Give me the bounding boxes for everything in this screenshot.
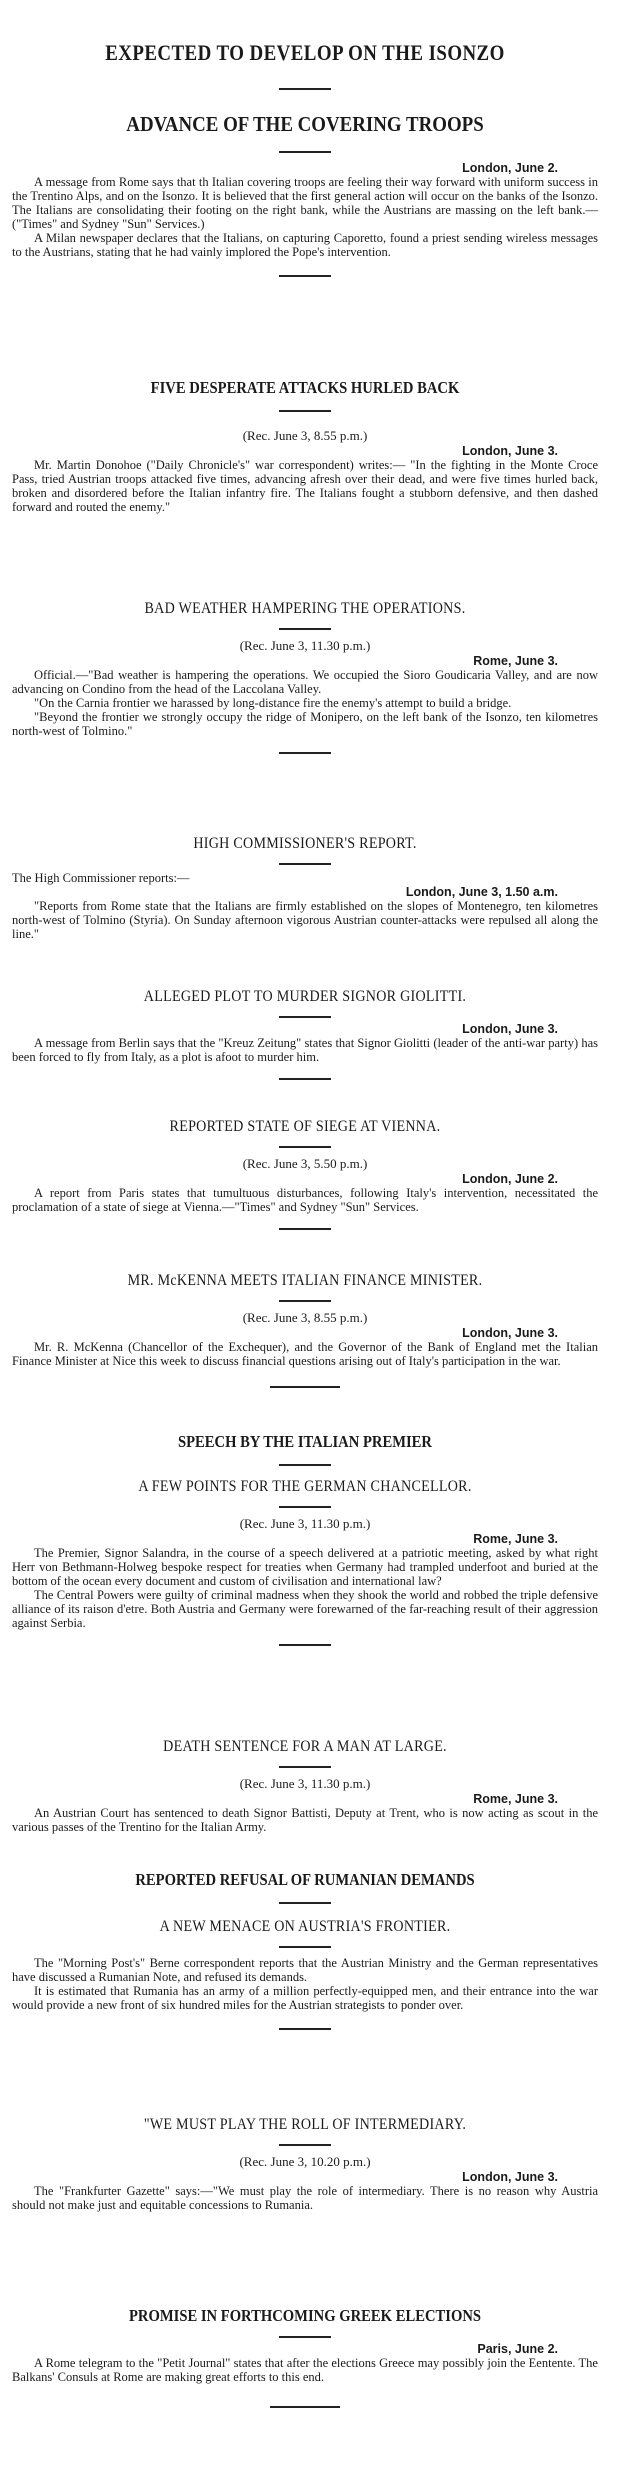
mckenna-heading: MR. McKENNA MEETS ITALIAN FINANCE MINISTER.: [127, 1272, 483, 1289]
menace-paragraph-1: The "Morning Post's" Berne correspondent reports that the Austrian Ministry and the German representatives have discussed a Rumanian Note, and refused its demands.: [12, 1956, 598, 1984]
chancellor-article: [12, 1478, 598, 1652]
mckenna-paragraph-1: Mr. R. McKenna (Chancellor of the Exchequer), and the Governor of the Bank of England met the Italian Finance Minister at Nice this week to discuss financial questions arising out of Italy's participation in the war.: [12, 1340, 598, 1368]
siege-paragraph-1: A report from Paris states that tumultuous disturbances, following Italy's intervention, necessitated the proclamation of a state of siege at Vienna.—"Times" and Sydney "Sun" Services.: [12, 1186, 598, 1214]
advance-dateline: London, June 2.: [462, 161, 558, 175]
five-dateline: London, June 3.: [462, 444, 558, 458]
intermediary-received: (Rec. June 3, 10.20 p.m.): [239, 2154, 371, 2169]
siege-received: (Rec. June 3, 5.50 p.m.): [242, 1156, 368, 1171]
divider: [279, 410, 331, 412]
premier-heading: SPEECH BY THE ITALIAN PREMIER: [177, 1432, 432, 1451]
divider: [279, 1078, 331, 1080]
menace-article: [12, 1918, 598, 2036]
five-received: (Rec. June 3, 8.55 p.m.): [242, 428, 368, 443]
siege-dateline: London, June 2.: [462, 1172, 558, 1186]
siege-article: [12, 1118, 598, 1236]
divider: [279, 1464, 331, 1466]
five-attacks-article: [12, 378, 598, 514]
menace-paragraph-2: It is estimated that Rumania has an army of a million perfectly-equipped men, and their entrance into the war would provide a new front of six hundred miles for the Austrian strategists to ponder over.: [12, 1984, 598, 2012]
divider: [279, 752, 331, 754]
death-received: (Rec. June 3, 11.30 p.m.): [239, 1776, 371, 1791]
plot-paragraph-1: A message from Berlin says that the "Kreuz Zeitung" states that Signor Giolitti (leader of the anti-war party) has been forced to fly from Italy, as a plot is afoot to murder him.: [12, 1036, 598, 1064]
divider: [279, 1016, 331, 1018]
plot-heading: ALLEGED PLOT TO MURDER SIGNOR GIOLITTI.: [143, 988, 467, 1005]
weather-dateline: Rome, June 3.: [473, 654, 558, 668]
weather-paragraph-3: "Beyond the frontier we strongly occupy the ridge of Monipero, on the left bank of the Isonzo, ten kilometres north-west of Tolmino.": [12, 710, 598, 738]
divider: [279, 88, 331, 90]
advance-article: [12, 112, 598, 283]
commissioner-article: [12, 835, 598, 941]
greek-paragraph-1: A Rome telegram to the "Petit Journal" states that after the elections Greece may possibly join the Eentente. The Balkans' Consuls at Rome are making great efforts to this end.: [12, 2356, 598, 2384]
divider: [279, 2336, 331, 2338]
commissioner-paragraph-1: "Reports from Rome state that the Italians are firmly established on the slopes of Montenegro, ten kilometres north-west of Tolmino (Styria). On Sunday afternoon vigorous Austrian counter-attacks were repulsed all along the line.": [12, 899, 598, 941]
advance-paragraph-2: A Milan newspaper declares that the Italians, on capturing Caporetto, found a priest sending wireless messages to the Austrians, stating that he had vainly implored the Pope's intervention.: [12, 231, 598, 259]
rumanian-section: [12, 1870, 598, 1904]
divider: [279, 1300, 331, 1302]
divider: [279, 1644, 331, 1646]
main-title-section: [12, 40, 598, 96]
greek-article: [12, 2306, 598, 2414]
commissioner-heading: HIGH COMMISSIONER'S REPORT.: [193, 835, 417, 852]
divider: [279, 1946, 331, 1948]
divider: [270, 2406, 340, 2408]
divider: [279, 1228, 331, 1230]
weather-paragraph-2: "On the Carnia frontier we harassed by long-distance fire the enemy's attempt to build a bridge.: [34, 696, 512, 710]
advance-paragraph-1: A message from Rome says that th Italian covering troops are feeling their way forward with uniform success in the Trentino Alps, and on the Isonzo. It is believed that the first general action will occur on the banks of the Isonzo. The Italians are consolidating their footing on the right bank, while the Austrians are massing on the left bank.—("Times" and Sydney "Sun" Services.): [12, 175, 598, 231]
intermediary-paragraph-1: The "Frankfurter Gazette" says:—"We must play the role of intermediary. There is no reason why Austria should not make just and equitable concessions to Rumania.: [12, 2184, 598, 2212]
divider: [279, 1766, 331, 1768]
greek-dateline: Paris, June 2.: [477, 2342, 558, 2356]
plot-dateline: London, June 3.: [462, 1022, 558, 1036]
chancellor-paragraph-2: The Central Powers were guilty of criminal madness when they shook the world and robbed the triple defensive alliance of its raison d'etre. Both Austria and Germany were forewarned of the far-reaching result of their aggression against Serbia.: [12, 1588, 598, 1630]
divider: [279, 863, 331, 865]
weather-received: (Rec. June 3, 11.30 p.m.): [239, 638, 371, 653]
divider: [279, 628, 331, 630]
rumanian-heading: REPORTED REFUSAL OF RUMANIAN DEMANDS: [135, 1870, 475, 1889]
death-paragraph-1: An Austrian Court has sentenced to death Signor Battisti, Deputy at Trent, who is now acting as scout in the various passes of the Trentino for the Italian Army.: [12, 1806, 598, 1834]
advance-heading: ADVANCE OF THE COVERING TROOPS: [126, 112, 484, 136]
mckenna-received: (Rec. June 3, 8.55 p.m.): [242, 1310, 368, 1325]
divider: [270, 1386, 340, 1388]
chancellor-paragraph-1: The Premier, Signor Salandra, in the course of a speech delivered at a patriotic meeting, asked by what right Herr von Bethmann-Holweg bespoke respect for treaties when Germany had trampled underfoot and buried at the bottom of the ocean every document and custom of civilisation and international law?: [12, 1546, 598, 1588]
five-heading: FIVE DESPERATE ATTACKS HURLED BACK: [150, 378, 460, 397]
five-paragraph-1: Mr. Martin Donohoe ("Daily Chronicle's" war correspondent) writes:— "In the fighting in the Monte Croce Pass, tried Austrian troops attacked five times, advancing afresh over their dead, and were five times hurled back, broken and disordered before the Italian infantry fire. The Italians fought a stubborn defensive, and then dashed forward and routed the enemy.": [12, 458, 598, 514]
divider: [279, 1146, 331, 1148]
weather-paragraph-1: Official.—"Bad weather is hampering the operations. We occupied the Sioro Goudicaria Valley, and are now advancing on Condino from the head of the Laccolana Valley.: [12, 668, 598, 696]
commissioner-intro: The High Commissioner reports:—: [12, 871, 190, 885]
plot-article: [12, 988, 598, 1086]
main-title: EXPECTED TO DEVELOP ON THE ISONZO: [105, 40, 505, 65]
divider: [279, 1506, 331, 1508]
menace-heading: A NEW MENACE ON AUSTRIA'S FRONTIER.: [159, 1918, 451, 1935]
chancellor-heading: A FEW POINTS FOR THE GERMAN CHANCELLOR.: [138, 1478, 472, 1495]
chancellor-dateline: Rome, June 3.: [473, 1532, 558, 1546]
divider: [279, 2028, 331, 2030]
mckenna-dateline: London, June 3.: [462, 1326, 558, 1340]
divider: [279, 275, 331, 277]
divider: [279, 151, 331, 153]
death-article: [12, 1738, 598, 1834]
divider: [279, 1902, 331, 1904]
death-dateline: Rome, June 3.: [473, 1792, 558, 1806]
greek-heading: PROMISE IN FORTHCOMING GREEK ELECTIONS: [128, 2306, 482, 2325]
weather-article: [12, 600, 598, 760]
death-heading: DEATH SENTENCE FOR A MAN AT LARGE.: [163, 1738, 447, 1755]
commissioner-dateline: London, June 3, 1.50 a.m.: [405, 885, 558, 899]
weather-heading: BAD WEATHER HAMPERING THE OPERATIONS.: [144, 600, 466, 617]
premier-section: [12, 1432, 598, 1466]
intermediary-dateline: London, June 3.: [462, 2170, 558, 2184]
divider: [279, 2144, 331, 2146]
intermediary-heading: "WE MUST PLAY THE ROLL OF INTERMEDIARY.: [143, 2116, 467, 2133]
intermediary-article: [12, 2116, 598, 2212]
chancellor-received: (Rec. June 3, 11.30 p.m.): [239, 1516, 371, 1531]
siege-heading: REPORTED STATE OF SIEGE AT VIENNA.: [169, 1118, 441, 1135]
mckenna-article: [12, 1272, 598, 1394]
